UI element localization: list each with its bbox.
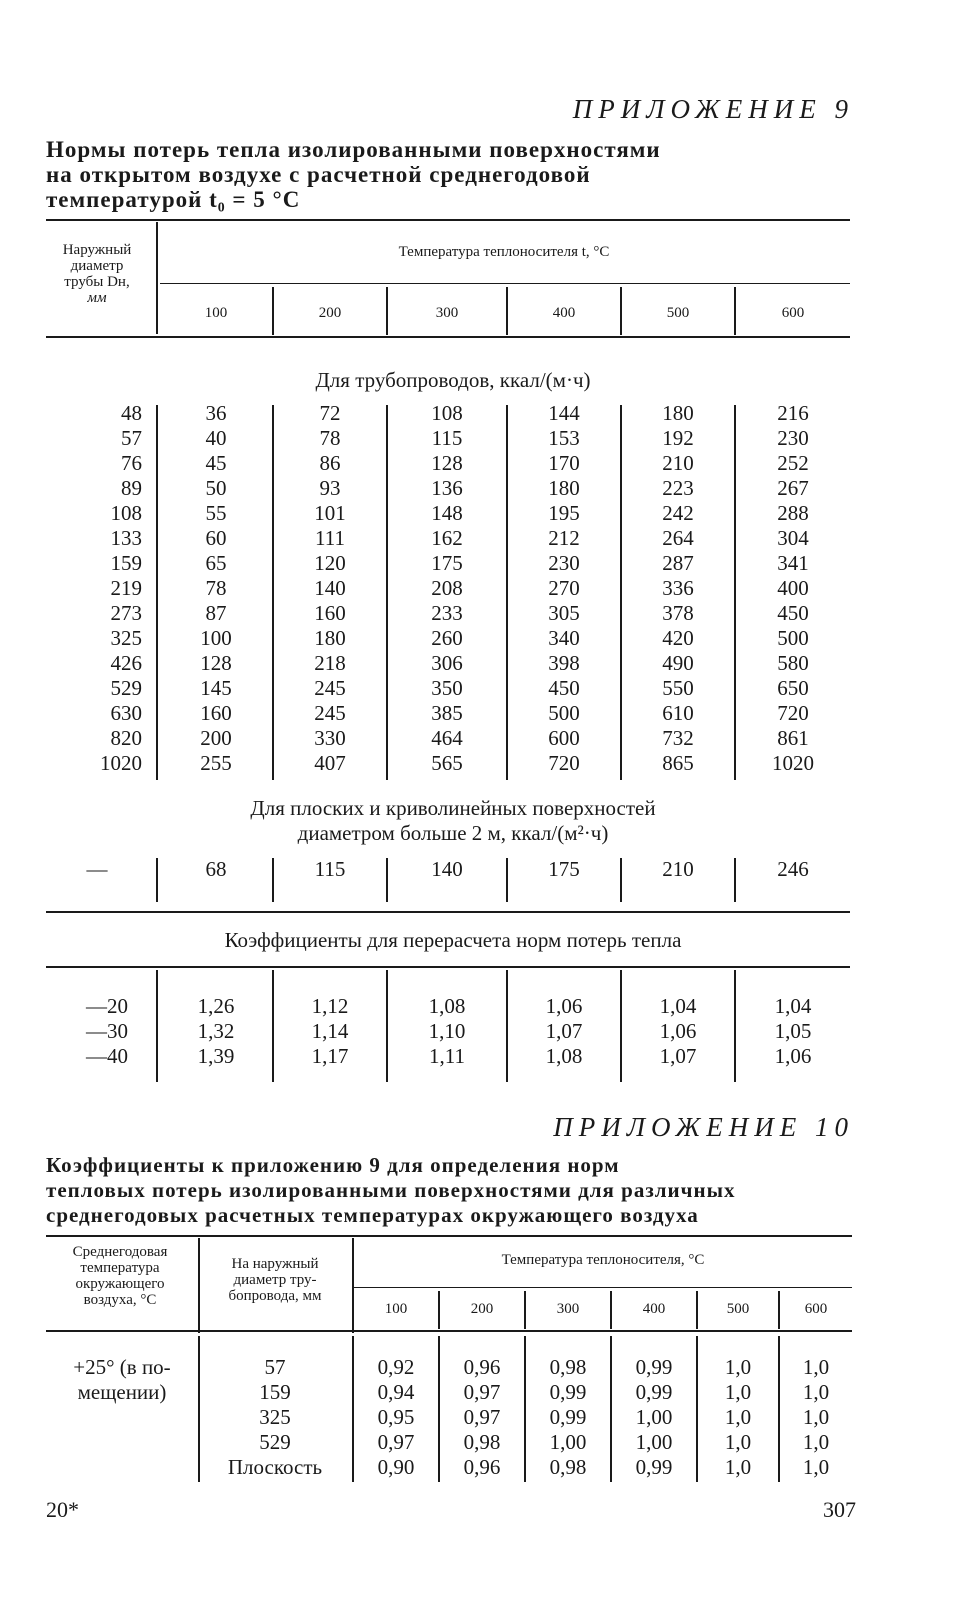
table-cell: 128 <box>431 451 463 475</box>
table-cell: 330 <box>314 726 346 750</box>
table-cell: 1,0 <box>724 1430 752 1454</box>
section-pipes: Для трубопроводов, ккал/(м·ч) <box>315 368 591 392</box>
table-cell: 264 <box>662 526 694 550</box>
table-cell: 175 <box>548 857 580 881</box>
temperature-column-header: 600 <box>804 1301 828 1317</box>
table-cell: 1,00 <box>635 1405 673 1429</box>
column-divider <box>272 287 274 335</box>
column-divider <box>610 1291 612 1329</box>
table-cell: 1,08 <box>428 994 466 1018</box>
column-divider <box>506 970 508 1082</box>
column-divider <box>438 1291 440 1329</box>
coef-top-rule <box>46 911 850 913</box>
column-divider <box>620 858 622 902</box>
coefficient-column <box>508 994 620 1069</box>
table-cell: 260 <box>431 626 463 650</box>
table-cell: 407 <box>314 751 346 775</box>
table-cell: 490 <box>662 651 694 675</box>
table-cell: 255 <box>200 751 232 775</box>
table-cell: 378 <box>662 601 694 625</box>
table-cell: 1,00 <box>549 1430 587 1454</box>
table-cell: 1,05 <box>774 1019 812 1043</box>
table-cell: 233 <box>431 601 463 625</box>
temperature-column-header: 500 <box>666 305 690 321</box>
column-divider <box>386 970 388 1082</box>
table-cell: 1,0 <box>724 1380 752 1404</box>
table-cell: 450 <box>548 676 580 700</box>
column-divider <box>524 1291 526 1329</box>
column-divider <box>620 970 622 1082</box>
table-cell: 111 <box>315 526 345 550</box>
table-cell: 336 <box>662 576 694 600</box>
air-temperature-cell: —30 <box>86 1019 128 1043</box>
table-cell: 153 <box>548 426 580 450</box>
diameter-cell: 159 <box>110 551 142 575</box>
column-divider <box>156 858 158 902</box>
coef-bottom-rule <box>46 966 850 968</box>
diameter-cell: 820 <box>110 726 142 750</box>
table-cell: 288 <box>777 501 809 525</box>
appendix-10-title <box>46 1153 736 1228</box>
table-cell: 40 <box>205 426 227 450</box>
section-flat-line2: диаметром больше 2 м, ккал/(м²·ч) <box>297 821 609 845</box>
table-cell: 610 <box>662 701 694 725</box>
diameter-cell: 159 <box>259 1380 291 1404</box>
table-cell: 720 <box>777 701 809 725</box>
air-temperature-cell: —20 <box>86 994 128 1018</box>
column-divider <box>506 405 508 780</box>
table-cell: 65 <box>205 551 227 575</box>
table-cell: 1,12 <box>311 994 349 1018</box>
section-coefficients: Коэффициенты для перерасчета норм потерь тепла <box>224 928 682 952</box>
table-cell: 101 <box>314 501 346 525</box>
row-label-indoor: +25° (в по- мещении) <box>73 1355 171 1404</box>
table-cell: 242 <box>662 501 694 525</box>
coefficient-column <box>526 1355 610 1480</box>
appendix-9-title <box>46 137 661 212</box>
title-line: тепловых потерь изолированными поверхностями для различных <box>46 1178 736 1202</box>
header-divider <box>156 222 158 334</box>
table-cell: 78 <box>319 426 341 450</box>
column-divider <box>198 1336 200 1482</box>
value-column <box>160 401 272 776</box>
table-cell: 170 <box>548 451 580 475</box>
table-cell: 0,99 <box>549 1380 587 1404</box>
table-cell: 1,08 <box>545 1044 583 1068</box>
column-divider <box>610 1336 612 1482</box>
table-cell: 200 <box>200 726 232 750</box>
table-cell: 136 <box>431 476 463 500</box>
column-divider <box>620 287 622 335</box>
coefficient-column <box>160 994 272 1069</box>
page-number: 307 <box>823 1497 856 1522</box>
table-cell: 218 <box>314 651 346 675</box>
table-cell: 1,14 <box>311 1019 349 1043</box>
temperature-header: Температура теплоносителя, °C <box>501 1252 705 1268</box>
table-cell: 1,0 <box>802 1405 830 1429</box>
coefficient-column <box>622 994 734 1069</box>
table-cell: 1,07 <box>659 1044 697 1068</box>
coefficient-column <box>354 1355 438 1480</box>
table-cell: 160 <box>314 601 346 625</box>
table-cell: 144 <box>548 401 580 425</box>
value-column <box>274 401 386 776</box>
table-cell: 1,0 <box>724 1455 752 1479</box>
table-cell: 350 <box>431 676 463 700</box>
value-column <box>736 401 850 776</box>
table-cell: 230 <box>548 551 580 575</box>
temperature-column-header: 600 <box>781 305 805 321</box>
column-divider <box>156 970 158 1082</box>
diameter-cell: 529 <box>110 676 142 700</box>
table-cell: 1,26 <box>197 994 235 1018</box>
title-line: среднегодовых расчетных температурах окружающего воздуха <box>46 1203 699 1227</box>
column-divider <box>272 405 274 780</box>
temperature-column-header: 300 <box>556 1301 580 1317</box>
table-cell: 245 <box>314 701 346 725</box>
table-cell: 420 <box>662 626 694 650</box>
table-top-rule <box>46 219 850 221</box>
table-cell: 580 <box>777 651 809 675</box>
table-cell: 287 <box>662 551 694 575</box>
diameter-cell: 529 <box>259 1430 291 1454</box>
column-divider <box>272 970 274 1082</box>
diameter-cell: 219 <box>110 576 142 600</box>
appendix-10-heading: ПРИЛОЖЕНИЕ 10 <box>553 1112 854 1142</box>
title-line: температурой t₀ = 5 °C <box>46 187 301 212</box>
title-line: Нормы потерь тепла изолированными поверхностями <box>46 137 661 162</box>
table-cell: 0,98 <box>549 1355 587 1379</box>
table-cell: 0,99 <box>549 1405 587 1429</box>
table-cell: 1,07 <box>545 1019 583 1043</box>
temperature-column-header: 400 <box>552 305 576 321</box>
air-temperature-column <box>40 994 128 1069</box>
diameter-column <box>200 1355 350 1480</box>
header-bottom-rule <box>46 336 850 338</box>
column-divider <box>156 405 158 780</box>
coefficient-column <box>780 1355 852 1480</box>
table-cell: 1,0 <box>802 1455 830 1479</box>
table-cell: 1,06 <box>545 994 583 1018</box>
table-cell: 216 <box>777 401 809 425</box>
table-cell: 195 <box>548 501 580 525</box>
diameter-cell: 426 <box>110 651 142 675</box>
column-divider <box>734 858 736 902</box>
coefficient-column <box>274 994 386 1069</box>
table-cell: 192 <box>662 426 694 450</box>
table-cell: 230 <box>777 426 809 450</box>
table-cell: 1,0 <box>802 1380 830 1404</box>
column-divider <box>386 405 388 780</box>
table-cell: 732 <box>662 726 694 750</box>
table-cell: 340 <box>548 626 580 650</box>
table-cell: 500 <box>548 701 580 725</box>
diameter-cell: 76 <box>121 451 142 475</box>
section-flat-line1: Для плоских и криволинейных поверхностей <box>250 796 656 820</box>
table-cell: 305 <box>548 601 580 625</box>
diameter-cell: 1020 <box>100 751 142 775</box>
table-cell: 0,96 <box>463 1455 501 1479</box>
table-cell: 0,98 <box>549 1455 587 1479</box>
diameter-cell: 57 <box>121 426 142 450</box>
column-divider <box>352 1336 354 1482</box>
table-cell: 162 <box>431 526 463 550</box>
temperature-column-header: 200 <box>470 1301 494 1317</box>
table-cell: 0,97 <box>463 1405 501 1429</box>
value-column <box>622 401 734 776</box>
table-cell: 175 <box>431 551 463 575</box>
column-divider <box>620 405 622 780</box>
table-cell: 72 <box>319 401 341 425</box>
table-cell: 1,00 <box>635 1430 673 1454</box>
table-cell: 1,0 <box>802 1355 830 1379</box>
diameter-cell: 48 <box>121 401 142 425</box>
table-cell: 1,0 <box>802 1430 830 1454</box>
temperature-column-header: 300 <box>435 305 459 321</box>
column-divider <box>438 1336 440 1482</box>
diameter-cell: 325 <box>110 626 142 650</box>
table-cell: 1,11 <box>429 1044 465 1068</box>
table-cell: 160 <box>200 701 232 725</box>
table-cell: 108 <box>431 401 463 425</box>
table-cell: 304 <box>777 526 809 550</box>
table-cell: 0,96 <box>463 1355 501 1379</box>
table-cell: 0,95 <box>377 1405 415 1429</box>
table-cell: 86 <box>319 451 341 475</box>
air-temperature-cell: —40 <box>86 1044 128 1068</box>
table-cell: 128 <box>200 651 232 675</box>
table-cell: 1,06 <box>774 1044 812 1068</box>
appendix-9-heading: ПРИЛОЖЕНИЕ 9 <box>572 94 854 124</box>
table-cell: 0,90 <box>377 1455 415 1479</box>
column-divider <box>734 405 736 780</box>
table-cell: 115 <box>314 857 346 881</box>
coefficient-column <box>440 1355 524 1480</box>
column-divider <box>524 1336 526 1482</box>
table-cell: 464 <box>431 726 463 750</box>
flat-label: — <box>86 857 108 881</box>
table-cell: 252 <box>777 451 809 475</box>
table-cell: 861 <box>777 726 809 750</box>
table-cell: 400 <box>777 576 809 600</box>
table-cell: 210 <box>662 451 694 475</box>
header-sub-rule <box>354 1287 852 1288</box>
table-cell: 180 <box>314 626 346 650</box>
column-divider <box>696 1291 698 1329</box>
column-header-diameter: Наружный диаметр трубы Dн, мм <box>62 242 132 306</box>
table-cell: 1,39 <box>197 1044 235 1068</box>
column-divider <box>734 970 736 1082</box>
table-cell: 180 <box>662 401 694 425</box>
table-cell: 246 <box>777 857 809 881</box>
table-cell: 1,04 <box>774 994 812 1018</box>
value-column <box>388 401 506 776</box>
table-cell: 208 <box>431 576 463 600</box>
table-cell: 0,94 <box>377 1380 415 1404</box>
table-cell: 1,04 <box>659 994 697 1018</box>
table-cell: 223 <box>662 476 694 500</box>
table-cell: 270 <box>548 576 580 600</box>
coefficient-column <box>698 1355 778 1480</box>
temperature-column-header: 500 <box>726 1301 750 1317</box>
coefficient-column <box>736 994 850 1069</box>
temperature-column-header: 100 <box>384 1301 408 1317</box>
diameter-cell: 273 <box>110 601 142 625</box>
coefficient-column <box>612 1355 696 1480</box>
table-cell: 78 <box>205 576 227 600</box>
temperature-column-header: 200 <box>318 305 342 321</box>
column-divider <box>386 287 388 335</box>
table-cell: 140 <box>431 857 463 881</box>
table-cell: 60 <box>205 526 227 550</box>
table-cell: 120 <box>314 551 346 575</box>
table-cell: 0,92 <box>377 1355 415 1379</box>
table-cell: 148 <box>431 501 463 525</box>
table-cell: 1,0 <box>724 1355 752 1379</box>
table-cell: 398 <box>548 651 580 675</box>
column-divider <box>734 287 736 335</box>
table-cell: 1,06 <box>659 1019 697 1043</box>
table-cell: 267 <box>777 476 809 500</box>
table-cell: 212 <box>548 526 580 550</box>
table-cell: 600 <box>548 726 580 750</box>
column-divider <box>506 287 508 335</box>
table-cell: 210 <box>662 857 694 881</box>
header-bottom-rule <box>46 1330 852 1332</box>
table10-top-rule <box>46 1235 852 1237</box>
diameter-cell: 57 <box>264 1355 286 1379</box>
table-cell: 55 <box>205 501 227 525</box>
table-cell: 1,0 <box>724 1405 752 1429</box>
temperature-header: Температура теплоносителя t, °C <box>398 244 610 260</box>
table-cell: 180 <box>548 476 580 500</box>
coefficient-column <box>388 994 506 1069</box>
diameter-cell: Плоскость <box>227 1455 323 1479</box>
header-sub-rule <box>160 283 850 284</box>
table-cell: 93 <box>319 476 341 500</box>
table-cell: 865 <box>662 751 694 775</box>
table-cell: 565 <box>431 751 463 775</box>
table-cell: 0,97 <box>377 1430 415 1454</box>
table-cell: 0,97 <box>463 1380 501 1404</box>
diameter-cell: 133 <box>110 526 142 550</box>
temperature-column-header: 100 <box>204 305 228 321</box>
title-line: Коэффициенты к приложению 9 для определения норм <box>46 1153 620 1177</box>
table-cell: 100 <box>200 626 232 650</box>
table-cell: 650 <box>777 676 809 700</box>
column-divider <box>778 1291 780 1329</box>
table-cell: 50 <box>205 476 227 500</box>
table-cell: 245 <box>314 676 346 700</box>
table-cell: 68 <box>205 857 227 881</box>
table-cell: 45 <box>205 451 227 475</box>
table-cell: 1,32 <box>197 1019 235 1043</box>
table-cell: 1,10 <box>428 1019 466 1043</box>
column-divider <box>272 858 274 902</box>
diameter-column <box>40 401 142 776</box>
table-cell: 1020 <box>772 751 814 775</box>
table-cell: 36 <box>205 401 227 425</box>
table-cell: 550 <box>662 676 694 700</box>
footer-signature: 20* <box>46 1497 79 1522</box>
table-cell: 140 <box>314 576 346 600</box>
table-cell: 0,99 <box>635 1380 673 1404</box>
table-cell: 341 <box>777 551 809 575</box>
table-cell: 145 <box>200 676 232 700</box>
table-cell: 87 <box>205 601 227 625</box>
column-divider <box>506 858 508 902</box>
diameter-cell: 108 <box>110 501 142 525</box>
table-cell: 500 <box>777 626 809 650</box>
column-header-diameter: На наружный диаметр тру- бопровода, мм <box>228 1256 322 1304</box>
diameter-cell: 89 <box>121 476 142 500</box>
diameter-cell: 325 <box>259 1405 291 1429</box>
title-line: на открытом воздухе с расчетной среднегодовой <box>46 162 591 187</box>
column-divider <box>386 858 388 902</box>
diameter-cell: 630 <box>110 701 142 725</box>
table-cell: 1,17 <box>311 1044 349 1068</box>
column-divider <box>696 1336 698 1482</box>
table-cell: 115 <box>431 426 463 450</box>
table-cell: 0,98 <box>463 1430 501 1454</box>
table-cell: 0,99 <box>635 1355 673 1379</box>
column-divider <box>778 1336 780 1482</box>
table-cell: 385 <box>431 701 463 725</box>
column-header-air-temperature: Среднегодовая температура окружающего воздуха, °C <box>72 1244 168 1308</box>
table-cell: 306 <box>431 651 463 675</box>
value-column <box>508 401 620 776</box>
table-cell: 0,99 <box>635 1455 673 1479</box>
table-cell: 720 <box>548 751 580 775</box>
table-cell: 450 <box>777 601 809 625</box>
temperature-column-header: 400 <box>642 1301 666 1317</box>
